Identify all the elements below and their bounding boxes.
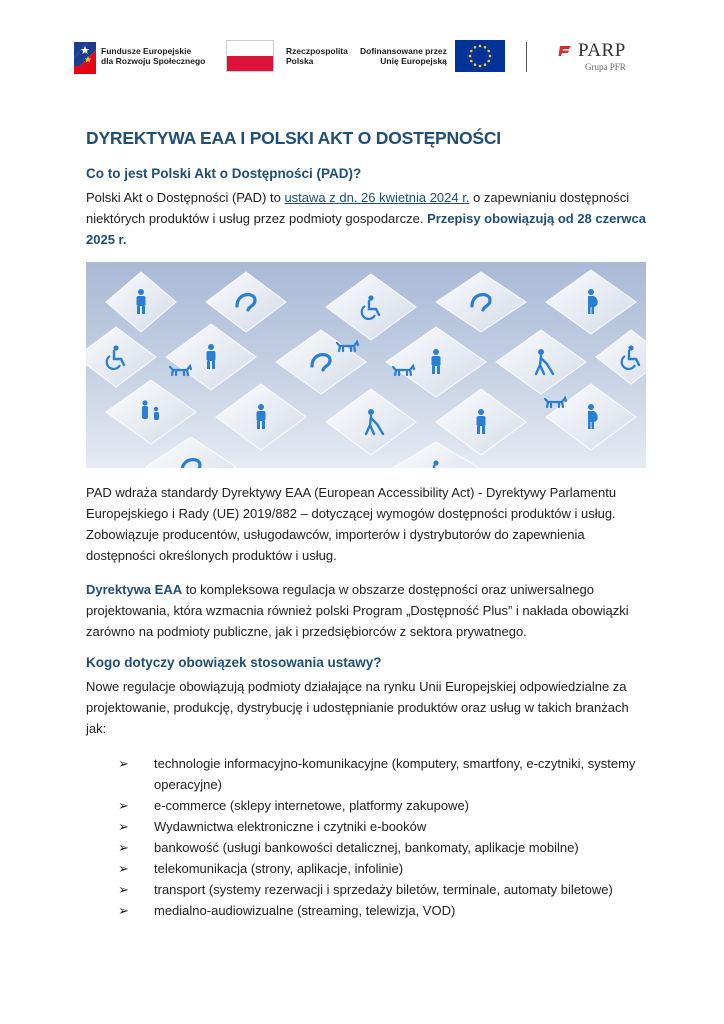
page-title: DYREKTYWA EAA I POLSKI AKT O DOSTĘPNOŚCI — [86, 128, 501, 148]
list-item — [86, 753, 646, 795]
paragraph-intro — [86, 187, 646, 250]
accessibility-icons-banner — [86, 262, 646, 468]
arrow-bullet-icon: ➢ — [118, 756, 129, 771]
p1-start: Polski Akt o Dostępności (PAD) to — [86, 190, 285, 205]
arrow-bullet-icon: ➢ — [118, 840, 129, 855]
eu-flag-icon — [455, 40, 505, 72]
list-item — [86, 816, 646, 837]
fe-logo-line2: dla Rozwoju Społecznego — [101, 56, 206, 66]
list-item — [86, 858, 646, 879]
eu-logo — [360, 40, 505, 72]
rp-logo — [226, 40, 348, 72]
parp-name: PARP — [578, 40, 626, 61]
list-item-text: bankowość (usługi bankowości detalicznej, bankomaty, aplikacje mobilne) — [154, 840, 579, 855]
document-body — [86, 128, 646, 921]
header-logos — [74, 38, 654, 78]
sector-list — [86, 753, 646, 921]
arrow-bullet-icon: ➢ — [118, 903, 129, 918]
arrow-bullet-icon: ➢ — [118, 798, 129, 813]
eu-line1: Dofinansowane przez — [360, 46, 447, 56]
list-item-text: Wydawnictwa elektroniczne i czytniki e-booków — [154, 819, 427, 834]
paragraph-eaa — [86, 579, 646, 642]
law-link[interactable]: ustawa z dn. 26 kwietnia 2024 r. — [284, 190, 470, 205]
list-item-text: e-commerce (sklepy internetowe, platformy zakupowe) — [154, 798, 470, 813]
list-item-text: medialno-audiowizualne (streaming, telewizja, VOD) — [154, 903, 456, 918]
list-item-text: telekomunikacja (strony, aplikacje, infolinie) — [154, 861, 404, 876]
list-item — [86, 879, 646, 900]
arrow-bullet-icon: ➢ — [118, 819, 129, 834]
logo-separator — [526, 42, 527, 72]
p1-mid: o zapewnianiu dostępności niektórych produktów i usług przez podmioty gospodarcze. — [86, 190, 630, 226]
p3-rest: to kompleksowa regulacja w obszarze dostępności oraz uniwersalnego projektowania, która wzmacnia również polski Program „Dostępność Plus” i nakłada obowiązki zarówno na podmioty publiczne, jak i przedsiębiorców z sektora prywatnego. — [86, 582, 629, 639]
fe-logo-line1: Fundusze Europejskie — [101, 46, 192, 56]
rp-line2: Polska — [286, 56, 314, 66]
list-item — [86, 837, 646, 858]
section2-heading: Kogo dotyczy obowiązek stosowania ustawy? — [86, 655, 382, 670]
fe-logo — [74, 38, 205, 74]
eu-line2: Unię Europejską — [380, 56, 447, 66]
arrow-bullet-icon: ➢ — [118, 861, 129, 876]
list-item — [86, 795, 646, 816]
p1-bold: Przepisy obowiązują od 28 czerwca 2025 r. — [86, 211, 646, 247]
list-item-text: transport (systemy rezerwacji i sprzedaży biletów, terminale, automaty biletowe) — [154, 882, 613, 897]
parp-sub: Grupa PFR — [585, 62, 626, 72]
parp-logo — [558, 42, 626, 72]
fe-star-icon — [74, 38, 96, 74]
list-item — [86, 900, 646, 921]
arrow-bullet-icon: ➢ — [118, 882, 129, 897]
p3-bold: Dyrektywa EAA — [86, 582, 183, 597]
paragraph-scope: Nowe regulacje obowiązują podmioty działające na rynku Unii Europejskiej odpowiedzialne za projektowanie, produkcję, dystrybucję i udostępnianie produktów oraz usług w takich branżach jak: — [86, 679, 629, 736]
section1-heading: Co to jest Polski Akt o Dostępności (PAD)? — [86, 166, 362, 181]
paragraph-pad: PAD wdraża standardy Dyrektywy EAA (European Accessibility Act) - Dyrektywy Parlamentu Europejskiego i Rady (UE) 2019/882 – dotyczącej wymogów dostępności produktów i usług. Zobowiązuje producentów, usługodawców, importerów i dystrybutorów do zapewnienia dostępności określonych produktów i usług. — [86, 485, 617, 563]
polish-flag-icon — [226, 40, 274, 72]
rp-line1: Rzeczpospolita — [286, 46, 348, 56]
list-item-text: technologie informacyjno-komunikacyjne (komputery, smartfony, e-czytniki, systemy operacyjne) — [154, 756, 636, 792]
parp-mark-icon — [558, 43, 574, 59]
